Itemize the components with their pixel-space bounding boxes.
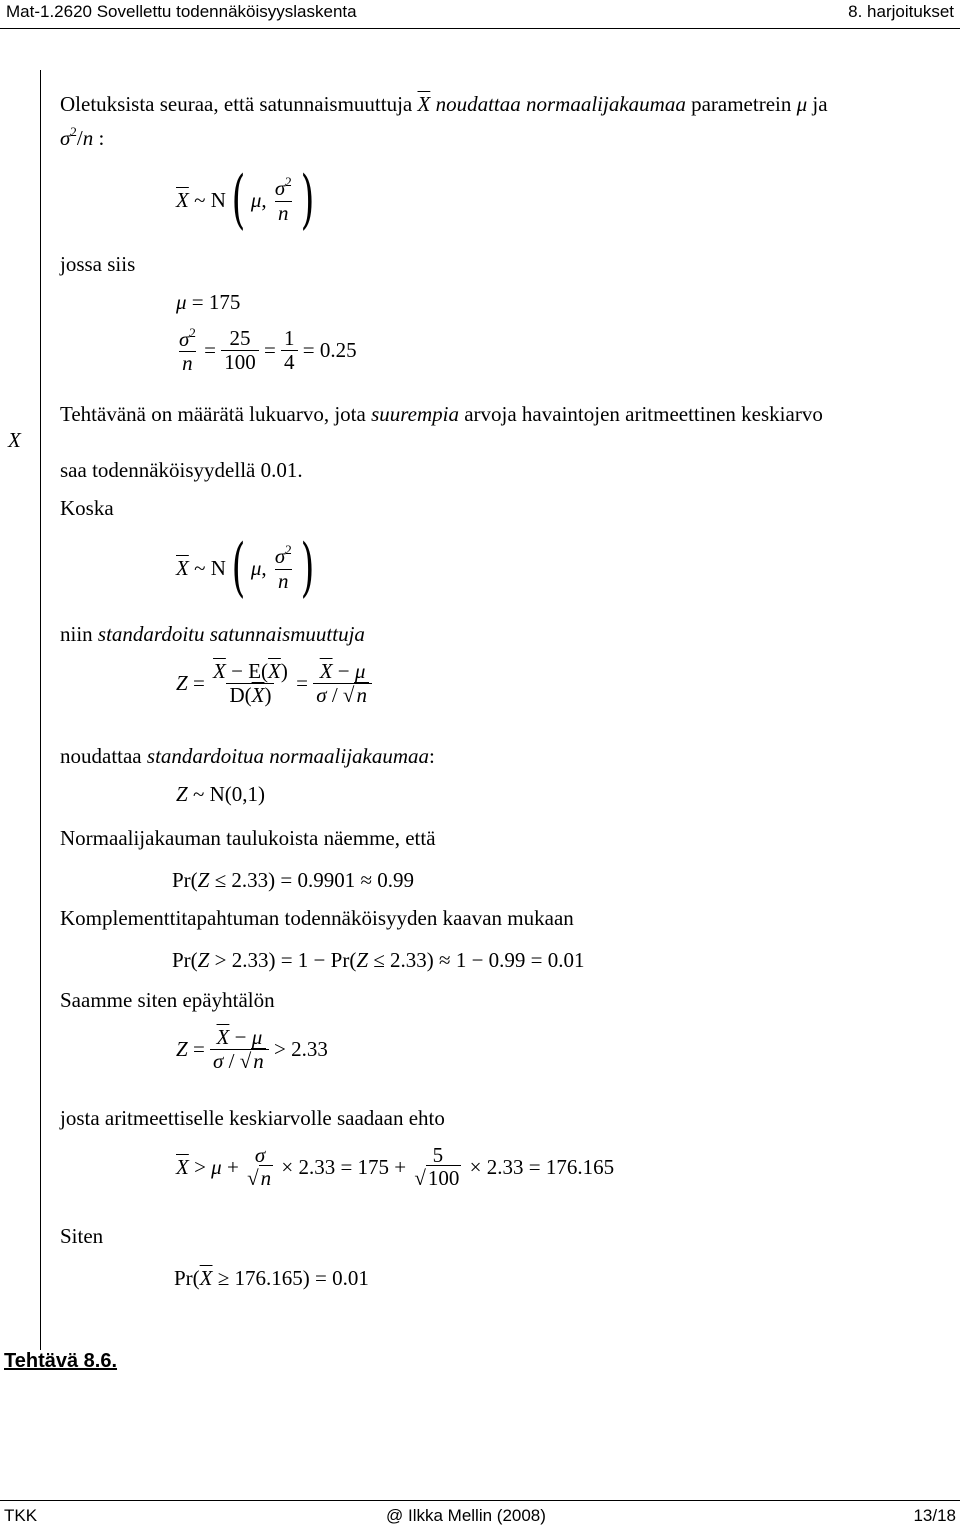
saamme-line: Saamme siten epäyhtälön [60,988,275,1012]
paragraph-assumptions: Oletuksista seuraa, että satunnaismuuttuja $\overline{X}$ noudattaa normaalijakaumaa parametrein μ ja [60,92,828,116]
task-heading: Tehtävä 8.6. [4,1350,118,1372]
page-header [0,0,960,30]
formula-inequality: Z = $\frac{\overline{X} - \mu}{\sigma / √n}$ > 2.33 [176,1025,328,1074]
noudattaa-line: noudattaa standardoitua normaalijakaumaa: [60,744,435,768]
josta-line: josta aritmeettiselle keskiarvolle saadaan ehto [60,1106,445,1130]
formula-condition: $\overline{X}$ > μ + σ √n × 2.33 = 175 + 5 √100 × 2.33 = 176.165 [176,1143,615,1191]
paragraph-task-line2: saa todennäköisyydellä 0.01. [60,458,303,482]
page-footer [0,1500,960,1528]
formula-pr2: Pr(Z > 2.33) = 1 − Pr(Z ≤ 2.33) ≈ 1 − 0.99 = 0.01 [172,948,585,972]
siten-line: Siten [60,1224,104,1248]
koska: Koska [60,496,114,520]
footer-institution: TKK [4,1506,38,1525]
footer-rule [0,1500,960,1501]
niin-line: niin standardoitu satunnaismuuttuja [60,622,365,646]
course-title: Mat-1.2620 Sovellettu todennäköisyyslaskenta [6,2,357,21]
exercise-set-title: 8. harjoitukset [848,2,954,21]
margin-rule [40,70,41,1350]
komplementti-line: Komplementtitapahtuman todennäköisyyden kaavan mukaan [60,906,574,930]
formula-pr1: Pr(Z ≤ 2.33) = 0.9901 ≈ 0.99 [172,868,415,892]
formula-mu: μ = 175 [176,290,241,314]
formula-standardization: Z = $\frac{\overline{X} - E(\overline{X})}{D(\overline{X})}$ = $\frac{\overline{X} - \mu}{\sigma / √n}$ [176,660,372,707]
formula-z-distribution: Z ~ N(0,1) [176,782,265,806]
margin-symbol: X [8,428,21,452]
paragraph-assumptions-line2: $\sigma^2/n$ : [60,124,105,150]
formula-sample-mean-distribution-2: $\overline{X}$ ~ N ( μ , $\frac{\sigma^2}{n}$ ) [176,531,315,605]
formula-sample-mean-distribution: $\overline{X}$ ~ N ( μ , $\frac{\sigma^2}{n}$ ) [176,163,315,237]
page-number: 13/18 [913,1506,956,1525]
normaali-line: Normaalijakauman taulukoista näemme, että [60,826,436,850]
footer-author: @ Ilkka Mellin (2008) [386,1506,546,1525]
formula-final: $Pr(\overline{X} \ge 176.165) = 0.01$ [174,1266,369,1290]
jossa-siis: jossa siis [60,252,136,276]
formula-variance: $\frac{\sigma^2}{n}$ = $\frac{25}{100}$ = $\frac{1}{4}$ = 0.25 [179,325,357,376]
header-rule [0,28,960,29]
paragraph-task: Tehtävänä on määrätä lukuarvo, jota suurempia arvoja havaintojen aritmeettinen keskiarvo [60,402,823,426]
